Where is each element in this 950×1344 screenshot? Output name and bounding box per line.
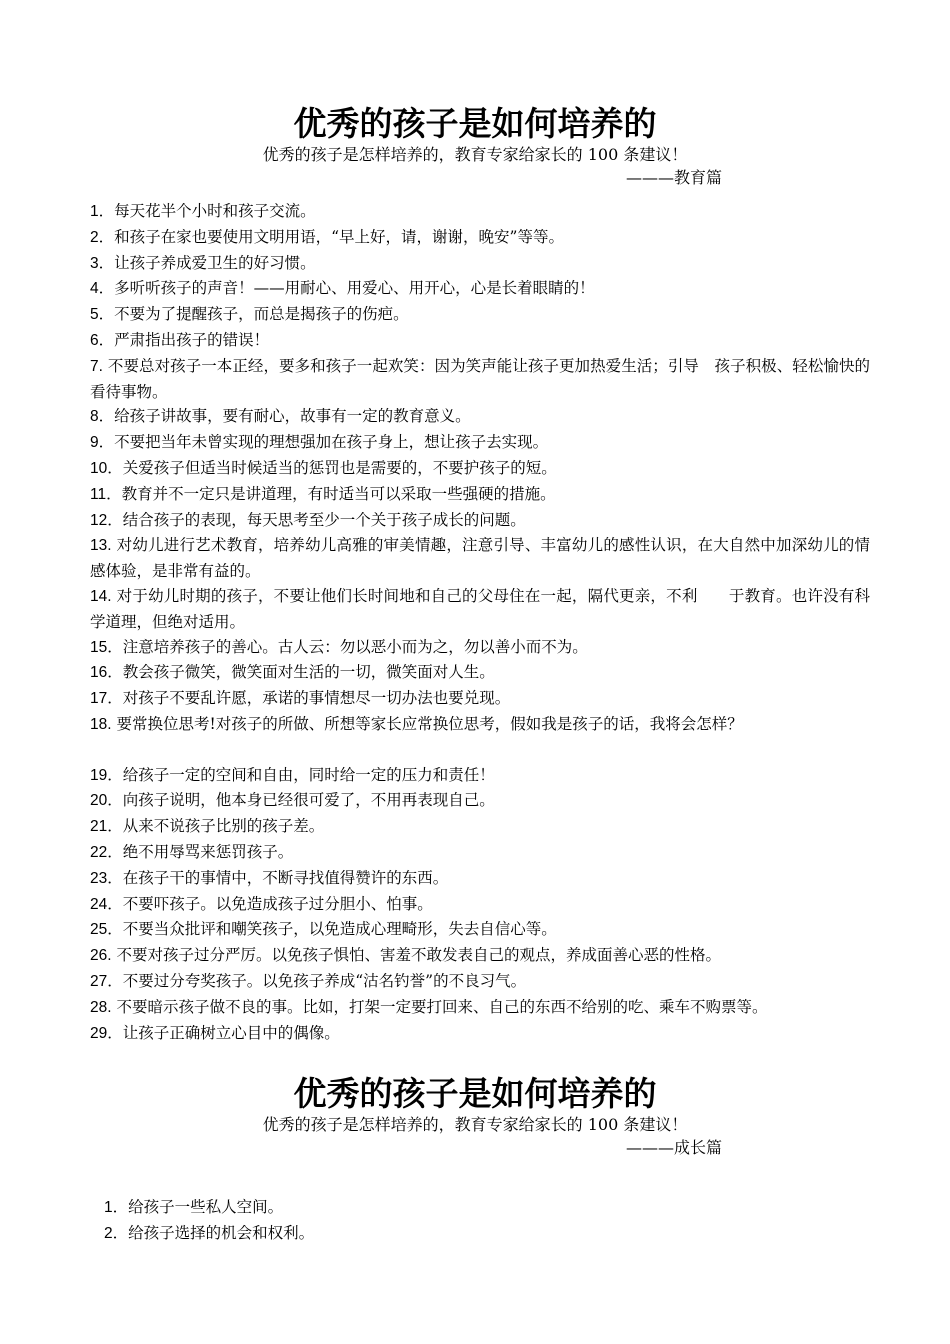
list-item [90, 866, 870, 892]
list-item [90, 1021, 870, 1047]
item-text: 对于幼儿时期的孩子，不要让他们长时间地和自己的父母住在一起，隔代更亲，不利 于教育。也许没有科学道理，但绝对适用。 [90, 586, 870, 631]
item-number: 14. [90, 587, 112, 605]
list-item [90, 482, 870, 508]
list-item [90, 712, 870, 738]
list-item [104, 1195, 884, 1221]
item-text: 不要暗示孩子做不良的事。比如，打架一定要打回来、自己的东西不给别的吃、乘车不购票等。 [111, 997, 768, 1016]
item-number: 8． [90, 408, 115, 426]
list-item [90, 763, 870, 789]
section-title: 优秀的孩子是如何培养的 [293, 104, 657, 143]
list-item [90, 225, 870, 251]
item-text: 要常换位思考!对孩子的所做、所想等家长应常换位思考，假如我是孩子的话，我将会怎样？ [111, 714, 743, 733]
item-text: 让孩子养成爱卫生的好习惯。 [114, 253, 316, 272]
advice-list-education [90, 199, 870, 1046]
item-text: 不要吓孩子。以免造成孩子过分胆小、怕事。 [122, 894, 433, 913]
item-number: 29． [90, 1024, 123, 1042]
item-number: 23． [90, 869, 123, 887]
item-number: 7. [90, 357, 103, 375]
item-text: 不要过分夸奖孩子。以免孩子养成“沽名钓誉”的不良习气。 [122, 971, 527, 990]
item-text: 和孩子在家也要使用文明用语，“早上好，请，谢谢，晚安”等等。 [114, 227, 564, 246]
item-number: 12． [90, 511, 123, 529]
list-item [90, 814, 870, 840]
item-number: 9． [90, 434, 115, 452]
item-text: 对幼儿进行艺术教育，培养幼儿高雅的审美情趣，注意引导、丰富幼儿的感性认识，在大自然中加深幼儿的情感体验，是非常有益的。 [90, 536, 870, 581]
list-item [90, 995, 870, 1021]
item-number: 25． [90, 921, 123, 939]
item-number: 19． [90, 766, 123, 784]
section-tag: ———成长篇 [625, 1138, 722, 1157]
item-text: 关爱孩子但适当时候适当的惩罚也是需要的，不要护孩子的短。 [122, 458, 557, 477]
item-text: 不要总对孩子一本正经，要多和孩子一起欢笑：因为笑声能让孩子更加热爱生活；引导 孩子积极、轻松愉快的看待事物。 [90, 356, 870, 401]
item-text: 给孩子选择的机会和权利。 [128, 1223, 315, 1242]
item-number: 6． [90, 331, 115, 349]
item-number: 17． [90, 690, 123, 708]
item-text: 从来不说孩子比别的孩子差。 [122, 817, 325, 836]
item-number: 2． [90, 228, 115, 246]
item-text: 给孩子讲故事，要有耐心，故事有一定的教育意义。 [114, 407, 471, 426]
list-item [90, 892, 870, 918]
list-item [90, 533, 870, 584]
item-text: 不要对孩子过分严厉。以免孩子惧怕、害羞不敢发表自己的观点，养成面善心恶的性格。 [111, 946, 721, 965]
item-number: 28. [90, 998, 112, 1016]
section-subtitle: 优秀的孩子是怎样培养的，教育专家给家长的 100 条建议！ [262, 145, 688, 164]
item-text: 注意培养孩子的善心。古人云：勿以恶小而为之，勿以善小而不为。 [122, 637, 588, 656]
list-item [90, 276, 870, 302]
item-number: 13. [90, 537, 112, 555]
item-number: 20． [90, 792, 123, 810]
item-number: 4． [90, 280, 115, 298]
list-item [90, 508, 870, 534]
item-number: 15． [90, 638, 123, 656]
list-item [90, 943, 870, 969]
section-tag: ———教育篇 [625, 168, 722, 187]
item-text: 结合孩子的表现，每天思考至少一个关于孩子成长的问题。 [122, 510, 526, 529]
item-number: 3． [90, 254, 115, 272]
list-item [90, 302, 870, 328]
section-growth [0, 1074, 950, 1160]
item-text: 对孩子不要乱许愿，承诺的事情想尽一切办法也要兑现。 [122, 689, 511, 708]
item-number: 5． [90, 306, 115, 324]
list-item [90, 660, 870, 686]
list-item [90, 584, 870, 635]
item-number: 10． [90, 459, 123, 477]
list-item [90, 328, 870, 354]
list-item [90, 199, 870, 225]
item-number: 26. [90, 947, 112, 965]
list-item [90, 456, 870, 482]
item-number: 2． [104, 1224, 129, 1242]
item-text: 给孩子一定的空间和自由，同时给一定的压力和责任！ [122, 765, 495, 784]
list-item [90, 917, 870, 943]
item-text: 向孩子说明，他本身已经很可爱了，不用再表现自己。 [122, 791, 495, 810]
item-number: 21． [90, 818, 123, 836]
list-item [90, 840, 870, 866]
item-text: 教育并不一定只是讲道理，有时适当可以采取一些强硬的措施。 [121, 484, 556, 503]
item-text: 绝不用辱骂来惩罚孩子。 [122, 842, 294, 861]
item-text: 每天花半个小时和孩子交流。 [114, 202, 316, 220]
item-text: 不要把当年未曾实现的理想强加在孩子身上，想让孩子去实现。 [114, 433, 549, 452]
advice-list-growth [104, 1195, 884, 1247]
item-number: 24． [90, 895, 123, 913]
item-text: 严肃指出孩子的错误！ [114, 330, 270, 349]
item-text: 多听听孩子的声音！——用耐心、用爱心、用开心，心是长着眼睛的！ [114, 279, 595, 298]
item-number: 1． [90, 203, 115, 220]
item-text: 让孩子正确树立心目中的偶像。 [122, 1023, 340, 1042]
item-text: 不要为了提醒孩子，而总是揭孩子的伤疤。 [114, 305, 409, 324]
item-number: 11． [90, 485, 122, 503]
item-text: 教会孩子微笑，微笑面对生活的一切，微笑面对人生。 [122, 663, 495, 682]
section-subtitle: 优秀的孩子是怎样培养的，教育专家给家长的 100 条建议！ [262, 1115, 688, 1134]
list-item [90, 969, 870, 995]
list-item [90, 635, 870, 661]
item-number: 18. [90, 715, 112, 733]
item-text: 给孩子一些私人空间。 [128, 1198, 284, 1216]
section-title: 优秀的孩子是如何培养的 [293, 1074, 657, 1113]
item-number: 16． [90, 664, 123, 682]
item-text: 在孩子干的事情中，不断寻找值得赞许的东西。 [122, 868, 449, 887]
section-education [0, 104, 950, 190]
list-item [90, 788, 870, 814]
item-text: 不要当众批评和嘲笑孩子，以免造成心理畸形，失去自信心等。 [122, 920, 557, 939]
list-item [90, 404, 870, 430]
list-item [104, 1221, 884, 1247]
list-item [90, 430, 870, 456]
item-number: 1． [104, 1199, 129, 1216]
list-item [90, 251, 870, 277]
item-number: 27． [90, 972, 123, 990]
item-number: 22． [90, 843, 123, 861]
list-item [90, 686, 870, 712]
list-item [90, 354, 870, 405]
